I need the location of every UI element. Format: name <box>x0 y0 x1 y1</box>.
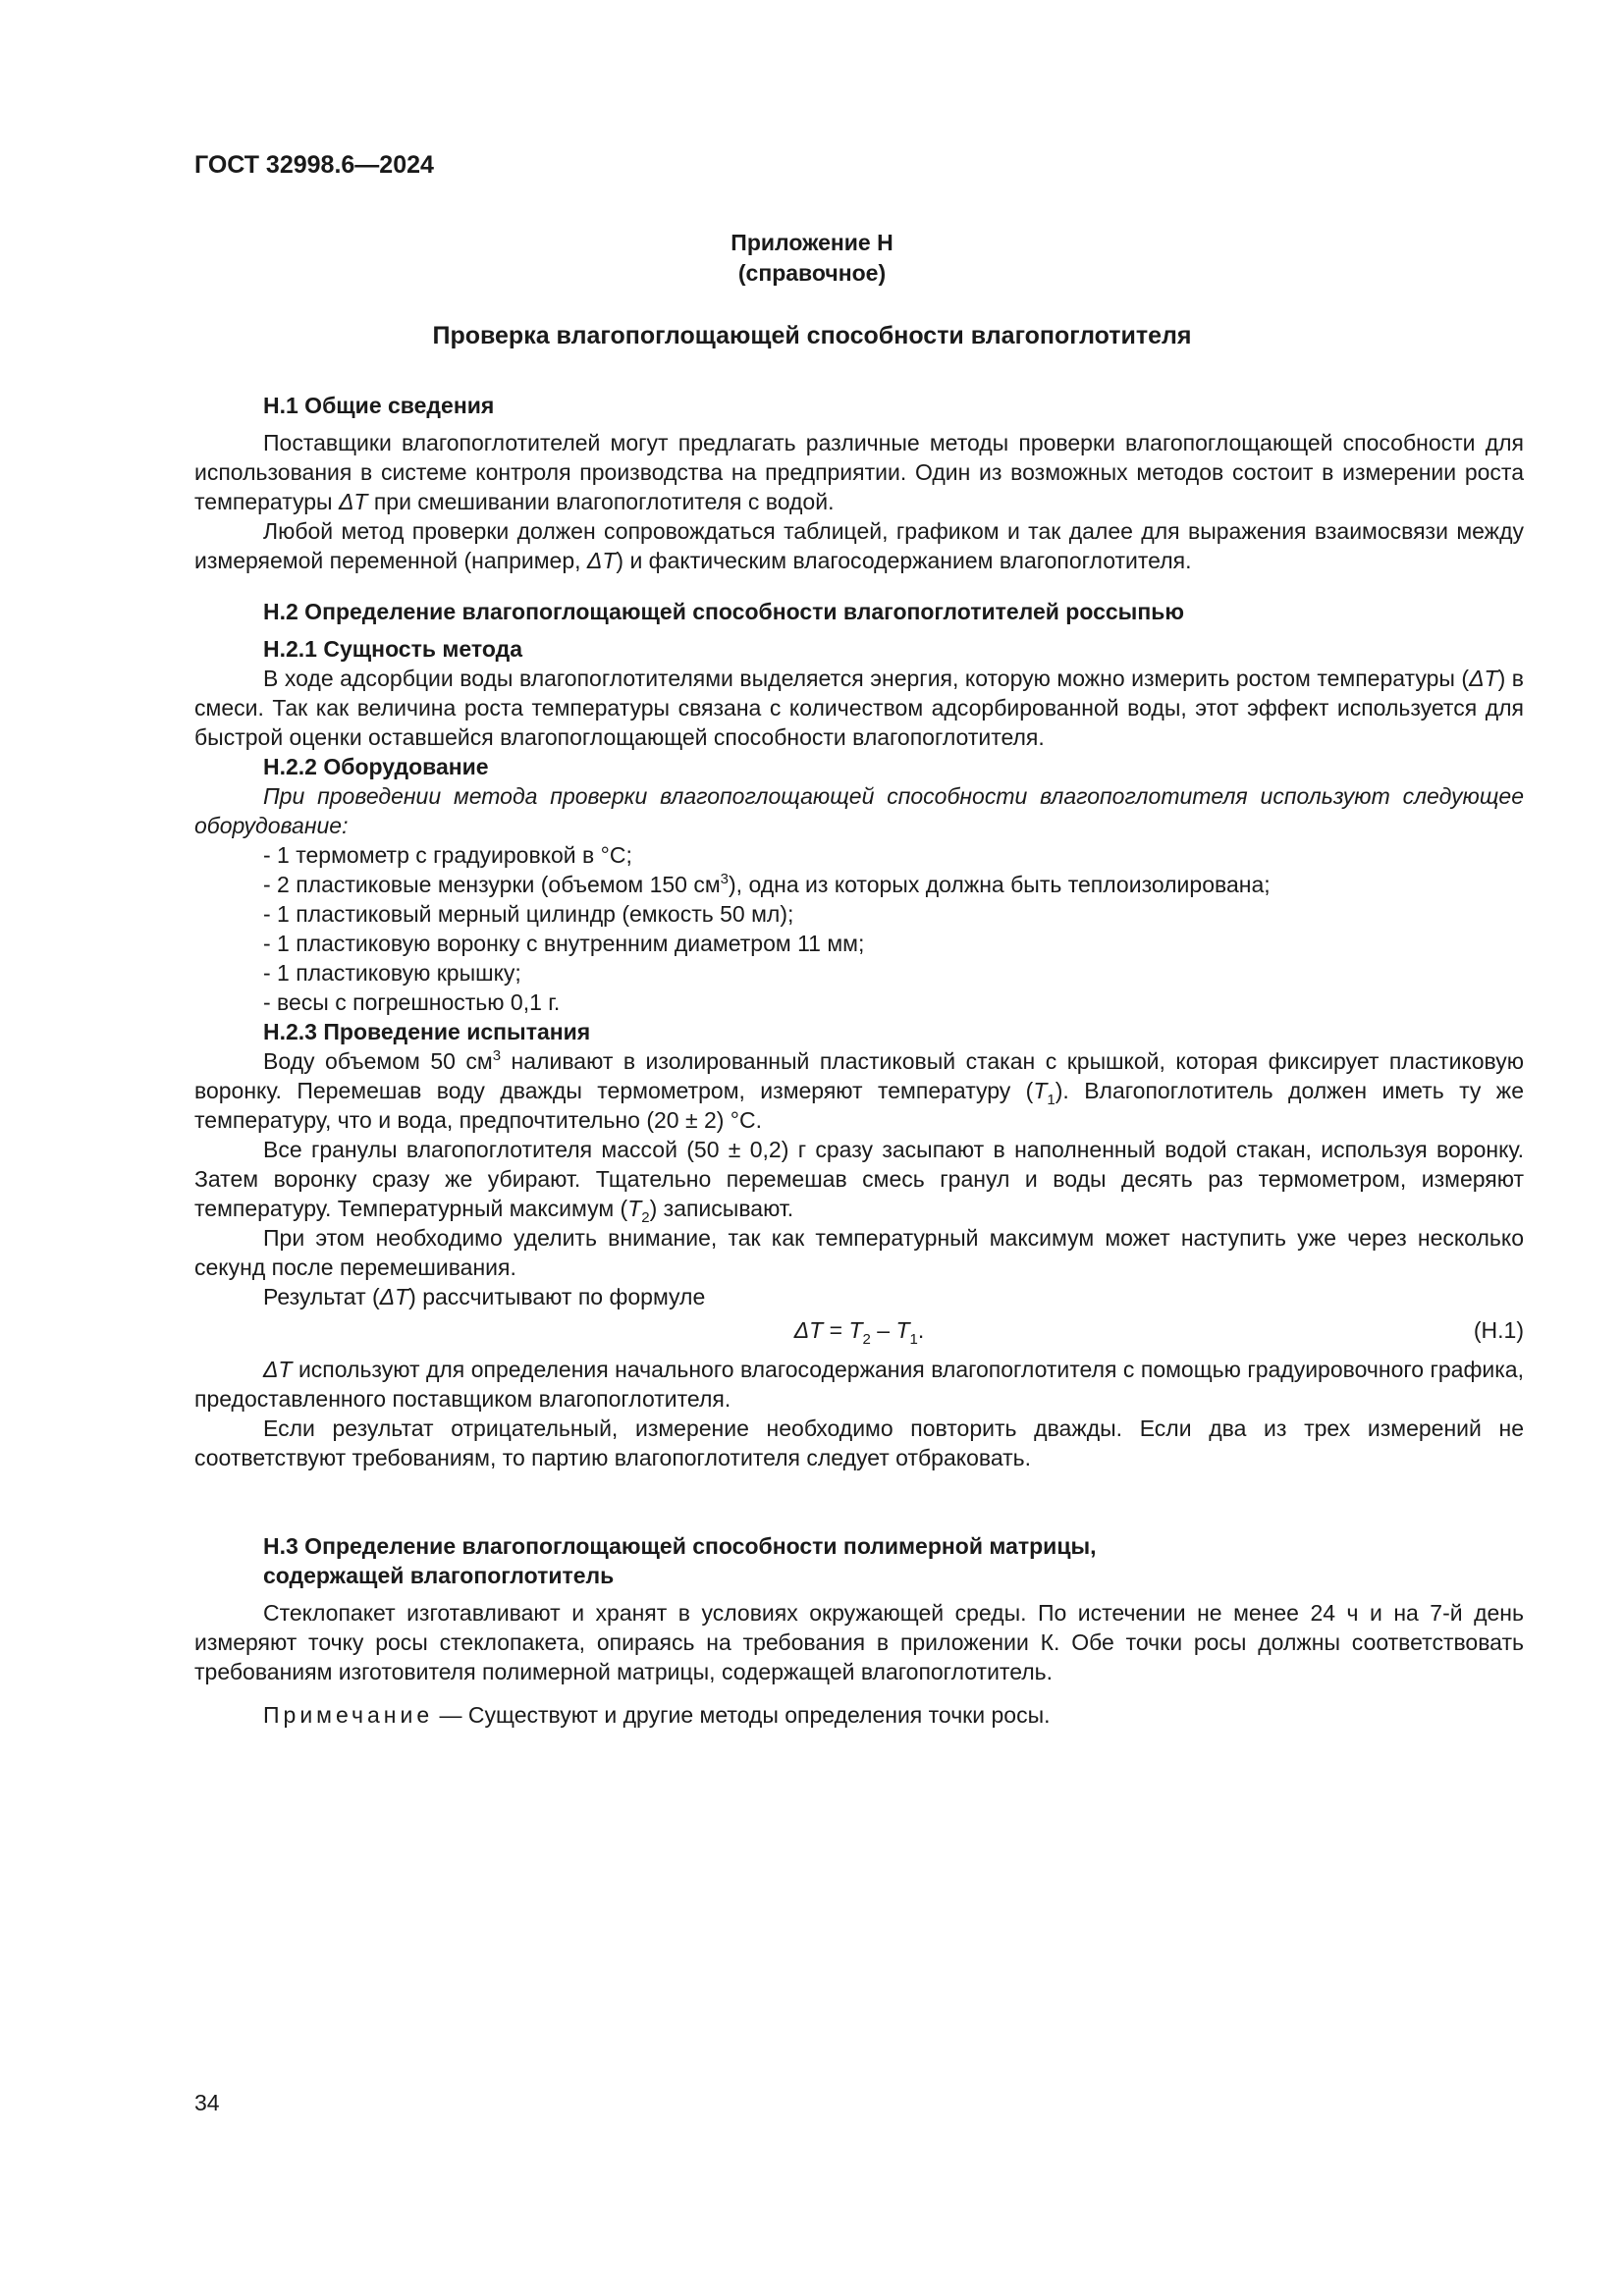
paragraph: В ходе адсорбции воды влагопоглотителями выделяется энергия, которую можно измерить ростом температуры (ΔT) в смеси. Так как величина роста температуры связана с количеством адсорбированной воды, этот эффект используется для быстрой оценки оставшейся влагопоглощающей способности влагопоглотителя. <box>194 666 1524 750</box>
formula-number: (Н.1) <box>1473 1317 1524 1343</box>
note: Примечание — Существуют и другие методы определения точки росы. <box>263 1702 1051 1728</box>
list-item: - 1 пластиковую крышку; <box>263 960 521 986</box>
annex-title: Проверка влагопоглощающей способности влагопоглотителя <box>432 322 1192 349</box>
paragraph: Стеклопакет изготавливают и хранят в условиях окружающей среды. По истечении не менее 24 ч и на 7-й день измеряют точку росы стеклопакета, опираясь на требования в приложении К. Обе точки росы должны соответствовать требованиям изготовителя полимерной матрицы, содержащей влагопоглотитель. <box>194 1600 1524 1684</box>
section-heading: Н.1 Общие сведения <box>263 393 495 418</box>
paragraph: Поставщики влагопоглотителей могут предлагать различные методы проверки влагопоглощающей способности для использования в системе контроля производства на предприятии. Один из возможных методов состоит в измерении роста температуры ΔT при смешивании влагопоглотителя с водой. <box>194 430 1524 514</box>
section-3 <box>194 1531 1524 1730</box>
section-heading: Н.3 Определение влагопоглощающей способности полимерной матрицы, <box>263 1533 1097 1559</box>
formula-expression: $\Delta T = T_2 - T_1$. <box>793 1317 925 1348</box>
paragraph: Если результат отрицательный, измерение необходимо повторить дважды. Если два из трех измерений не соответствуют требованиям, то партию влагопоглотителя следует отбраковать. <box>194 1415 1524 1470</box>
equipment-list <box>194 840 1524 1017</box>
paragraph: Воду объемом 50 $см^3$ наливают в изолированный пластиковый стакан с крышкой, которая фиксирует пластиковую воронку. Перемешав воду дважды термометром, измеряют температуру $(T_1)$. Влагопоглотитель должен иметь ту же температуру, что и вода, предпочтительно (20 ± 2) °С. <box>194 1047 1525 1133</box>
list-item: - 1 пластиковый мерный цилиндр (емкость 50 мл); <box>263 901 794 927</box>
formula <box>194 1311 1524 1355</box>
paragraph: Все гранулы влагопоглотителя массой (50 ± 0,2) г сразу засыпают в наполненный водой стакан, используя воронку. Затем воронку сразу же убирают. Тщательно перемешав смесь гранул и воды десять раз термометром, измеряют температуру. Температурный максимум $(T_2)$ записывают. <box>194 1137 1524 1226</box>
list-item: - 1 термометр с градуировкой в °С; <box>263 842 632 868</box>
standard-header: ГОСТ 32998.6—2024 <box>194 151 434 179</box>
section-heading: Н.2 Определение влагопоглощающей способности влагопоглотителей россыпью <box>263 599 1185 624</box>
section-1 <box>194 391 1524 575</box>
list-item: - 2 пластиковые мензурки (объемом 150 $см^3$), одна из которых должна быть теплоизолирована; <box>263 871 1271 897</box>
list-item: - весы с погрешностью 0,1 г. <box>263 989 561 1015</box>
paragraph: ΔT используют для определения начального влагосодержания влагопоглотителя с помощью градуировочного графика, предоставленного поставщиком влагопоглотителя. <box>194 1357 1524 1412</box>
annex-label: Приложение Н <box>731 230 893 255</box>
subsection-heading: Н.2.2 Оборудование <box>263 754 489 779</box>
section-2 <box>194 597 1524 1472</box>
paragraph: При проведении метода проверки влагопоглощающей способности влагопоглотителя используют следующее оборудование: <box>194 783 1524 838</box>
subsection-heading: Н.2.1 Сущность метода <box>263 636 522 662</box>
page-number: 34 <box>194 2090 220 2115</box>
paragraph: При этом необходимо уделить внимание, так как температурный максимум может наступить уже через несколько секунд после перемешивания. <box>194 1225 1524 1280</box>
paragraph: Любой метод проверки должен сопровождаться таблицей, графиком и так далее для выражения взаимосвязи между измеряемой переменной (например, ΔT) и фактическим влагосодержанием влагопоглотителя. <box>194 518 1524 573</box>
list-item: - 1 пластиковую воронку с внутренним диаметром 11 мм; <box>263 931 865 956</box>
paragraph: Результат (ΔT) рассчитывают по формуле <box>263 1284 706 1309</box>
subsection-heading: Н.2.3 Проведение испытания <box>263 1019 591 1044</box>
annex-type: (справочное) <box>737 260 887 286</box>
section-heading-continued: содержащей влагопоглотитель <box>263 1563 615 1588</box>
